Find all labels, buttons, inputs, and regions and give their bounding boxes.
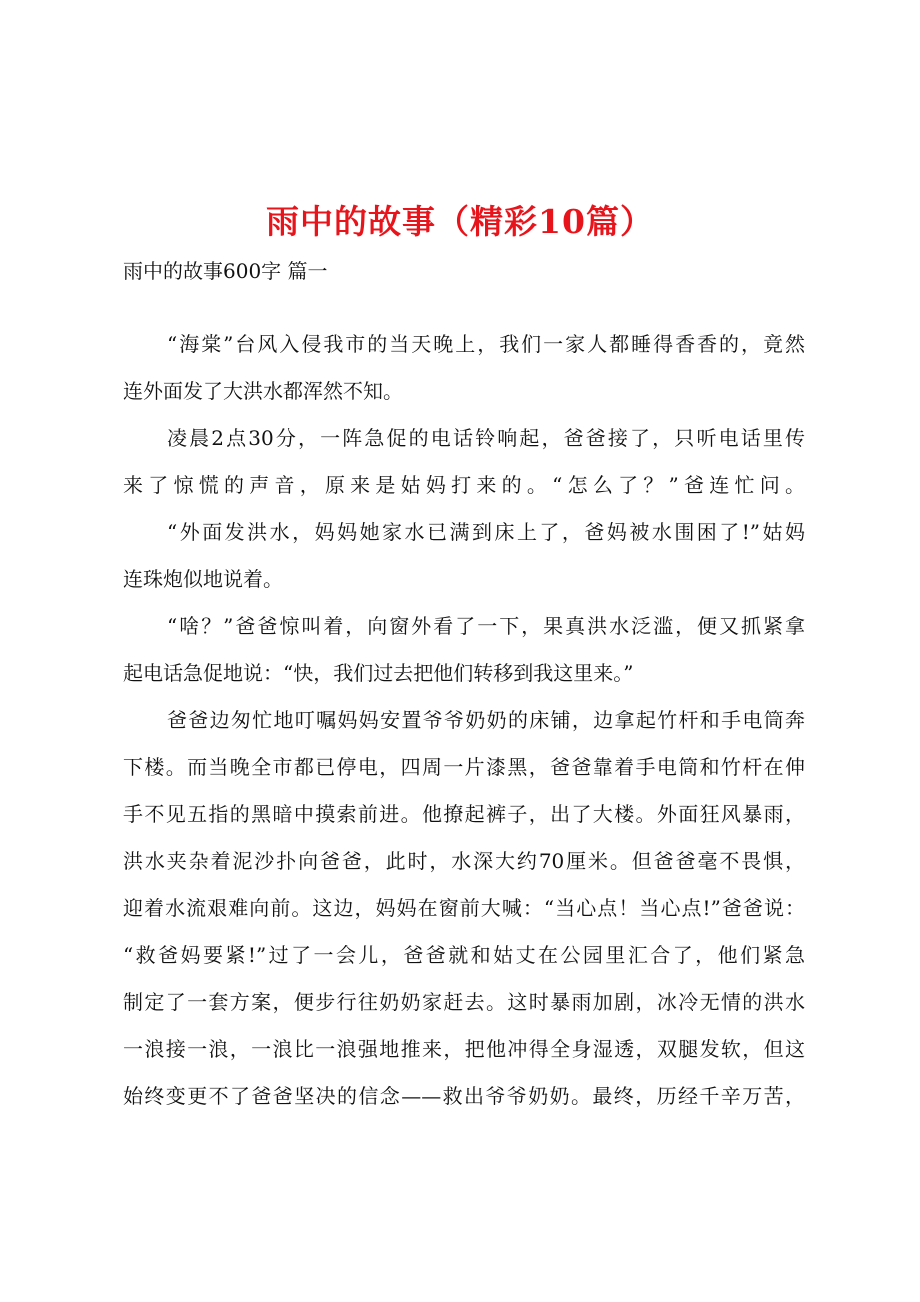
paragraph-line: 洪水夹杂着泥沙扑向爸爸，此时，水深大约70厘米。但爸爸毫不畏惧， <box>123 849 805 873</box>
paragraph-line: 连珠炮似地说着。 <box>123 567 283 591</box>
paragraph-line: 爸爸边匆忙地叮嘱妈妈安置爷爷奶奶的床铺，边拿起竹杆和手电筒奔 <box>167 708 805 732</box>
paragraph-line: “海棠”台风入侵我市的当天晚上，我们一家人都睡得香香的，竟然 <box>167 332 805 356</box>
paragraph-line: “啥？”爸爸惊叫着，向窗外看了一下，果真洪水泛滥，便又抓紧拿 <box>167 614 805 638</box>
paragraph-line: “外面发洪水，妈妈她家水已满到床上了，爸妈被水围困了!”姑妈 <box>167 520 805 544</box>
paragraph-line: 连外面发了大洪水都浑然不知。 <box>123 379 403 403</box>
document-title: 雨中的故事（精彩10篇） <box>266 202 654 241</box>
paragraph-line: “救爸妈要紧!”过了一会儿，爸爸就和姑丈在公园里汇合了，他们紧急 <box>123 943 805 967</box>
paragraph-line: 手不见五指的黑暗中摸索前进。他撩起裤子，出了大楼。外面狂风暴雨， <box>123 802 805 826</box>
paragraph-line: 制定了一套方案，便步行往奶奶家赶去。这时暴雨加剧，冰冷无情的洪水 <box>123 990 805 1014</box>
section-heading: 雨中的故事600字 篇一 <box>123 259 328 283</box>
paragraph-line: 下楼。而当晚全市都已停电，四周一片漆黑，爸爸靠着手电筒和竹杆在伸 <box>123 755 805 779</box>
document-body <box>123 256 805 1128</box>
paragraph-line: 凌晨2点30分，一阵急促的电话铃响起，爸爸接了，只听电话里传 <box>167 426 805 450</box>
paragraph-line: 一浪接一浪，一浪比一浪强地推来，把他冲得全身湿透，双腿发软，但这 <box>123 1037 805 1061</box>
paragraph-line: 起电话急促地说：“快，我们过去把他们转移到我这里来。” <box>123 661 634 685</box>
paragraph-line: 迎着水流艰难向前。这边，妈妈在窗前大喊：“当心点！当心点!”爸爸说： <box>123 896 805 920</box>
paragraph-line: 始终变更不了爸爸坚决的信念——救出爷爷奶奶。最终，历经千辛万苦， <box>123 1084 805 1108</box>
paragraph-line: 来了惊慌的声音，原来是姑妈打来的。“怎么了？”爸连忙问。 <box>123 473 805 497</box>
